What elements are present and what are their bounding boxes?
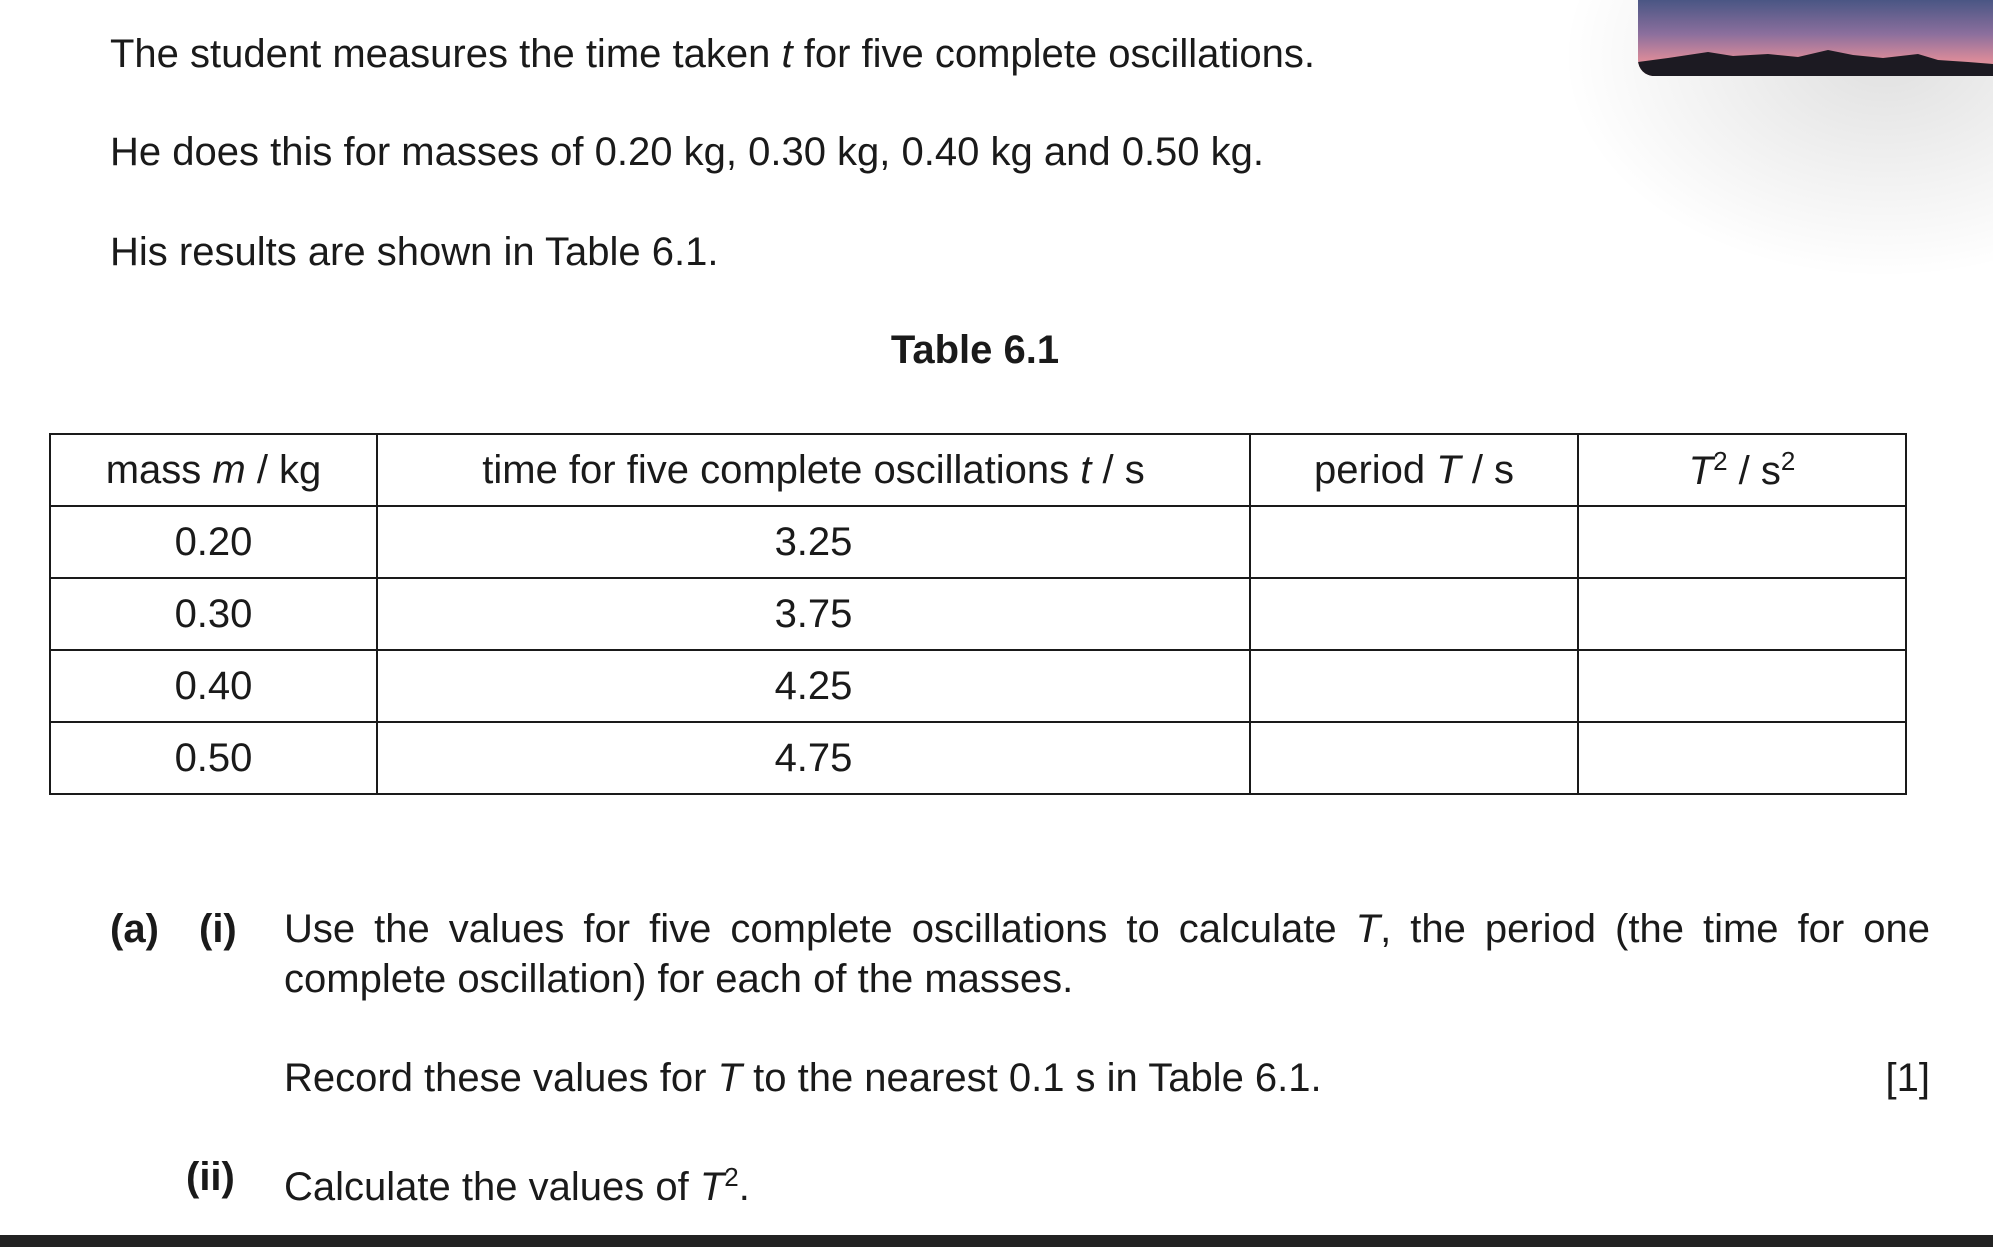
cell-period[interactable] (1250, 650, 1578, 722)
cell-period[interactable] (1250, 578, 1578, 650)
results-table (49, 433, 1907, 795)
cell-time: 4.75 (377, 722, 1250, 794)
cell-period-squared[interactable] (1578, 650, 1906, 722)
cell-time: 3.25 (377, 506, 1250, 578)
question-ii-text: Calculate the values of $T^2$. (284, 1162, 750, 1209)
cell-mass: 0.40 (50, 650, 377, 722)
part-i-label: (i) (199, 907, 237, 951)
cell-time: 3.75 (377, 578, 1250, 650)
table-row (50, 506, 1906, 578)
part-a-label: (a) (110, 907, 159, 951)
part-ii-label: (ii) (186, 1155, 235, 1199)
intro-line-1: The student measures the time taken t for five complete oscillations. (110, 32, 1316, 76)
cell-period-squared[interactable] (1578, 722, 1906, 794)
table-row (50, 722, 1906, 794)
intro-line-2: He does this for masses of 0.20 kg, 0.30 kg, 0.40 kg and 0.50 kg. (110, 130, 1265, 174)
cell-mass: 0.50 (50, 722, 377, 794)
table-row (50, 650, 1906, 722)
table-caption: Table 6.1 (890, 328, 1060, 372)
cell-time: 4.25 (377, 650, 1250, 722)
bottom-bar (0, 1235, 1993, 1247)
header-mass: mass m / kg (50, 434, 377, 506)
header-period: period T / s (1250, 434, 1578, 506)
record-instruction: Record these values for T to the nearest 0.1 s in Table 6.1. (284, 1056, 1322, 1100)
cell-mass: 0.30 (50, 578, 377, 650)
mountain-silhouette-icon (1638, 0, 1993, 76)
cell-period-squared[interactable] (1578, 506, 1906, 578)
header-period-squared: $T^2 / s^2$ (1578, 434, 1906, 506)
question-i-text: Use the values for five complete oscillations to calculate T, the period (the time for one complete oscillation) for each of the masses. (284, 907, 1931, 1001)
table-header-row (50, 434, 1906, 506)
cell-mass: 0.20 (50, 506, 377, 578)
sunset-thumbnail (1638, 0, 1993, 76)
marks-label: [1] (1885, 1056, 1930, 1100)
table-row (50, 578, 1906, 650)
cell-period-squared[interactable] (1578, 578, 1906, 650)
cell-period[interactable] (1250, 722, 1578, 794)
cell-period[interactable] (1250, 506, 1578, 578)
header-time: time for five complete oscillations t / s (377, 434, 1250, 506)
intro-line-3: His results are shown in Table 6.1. (110, 230, 719, 274)
